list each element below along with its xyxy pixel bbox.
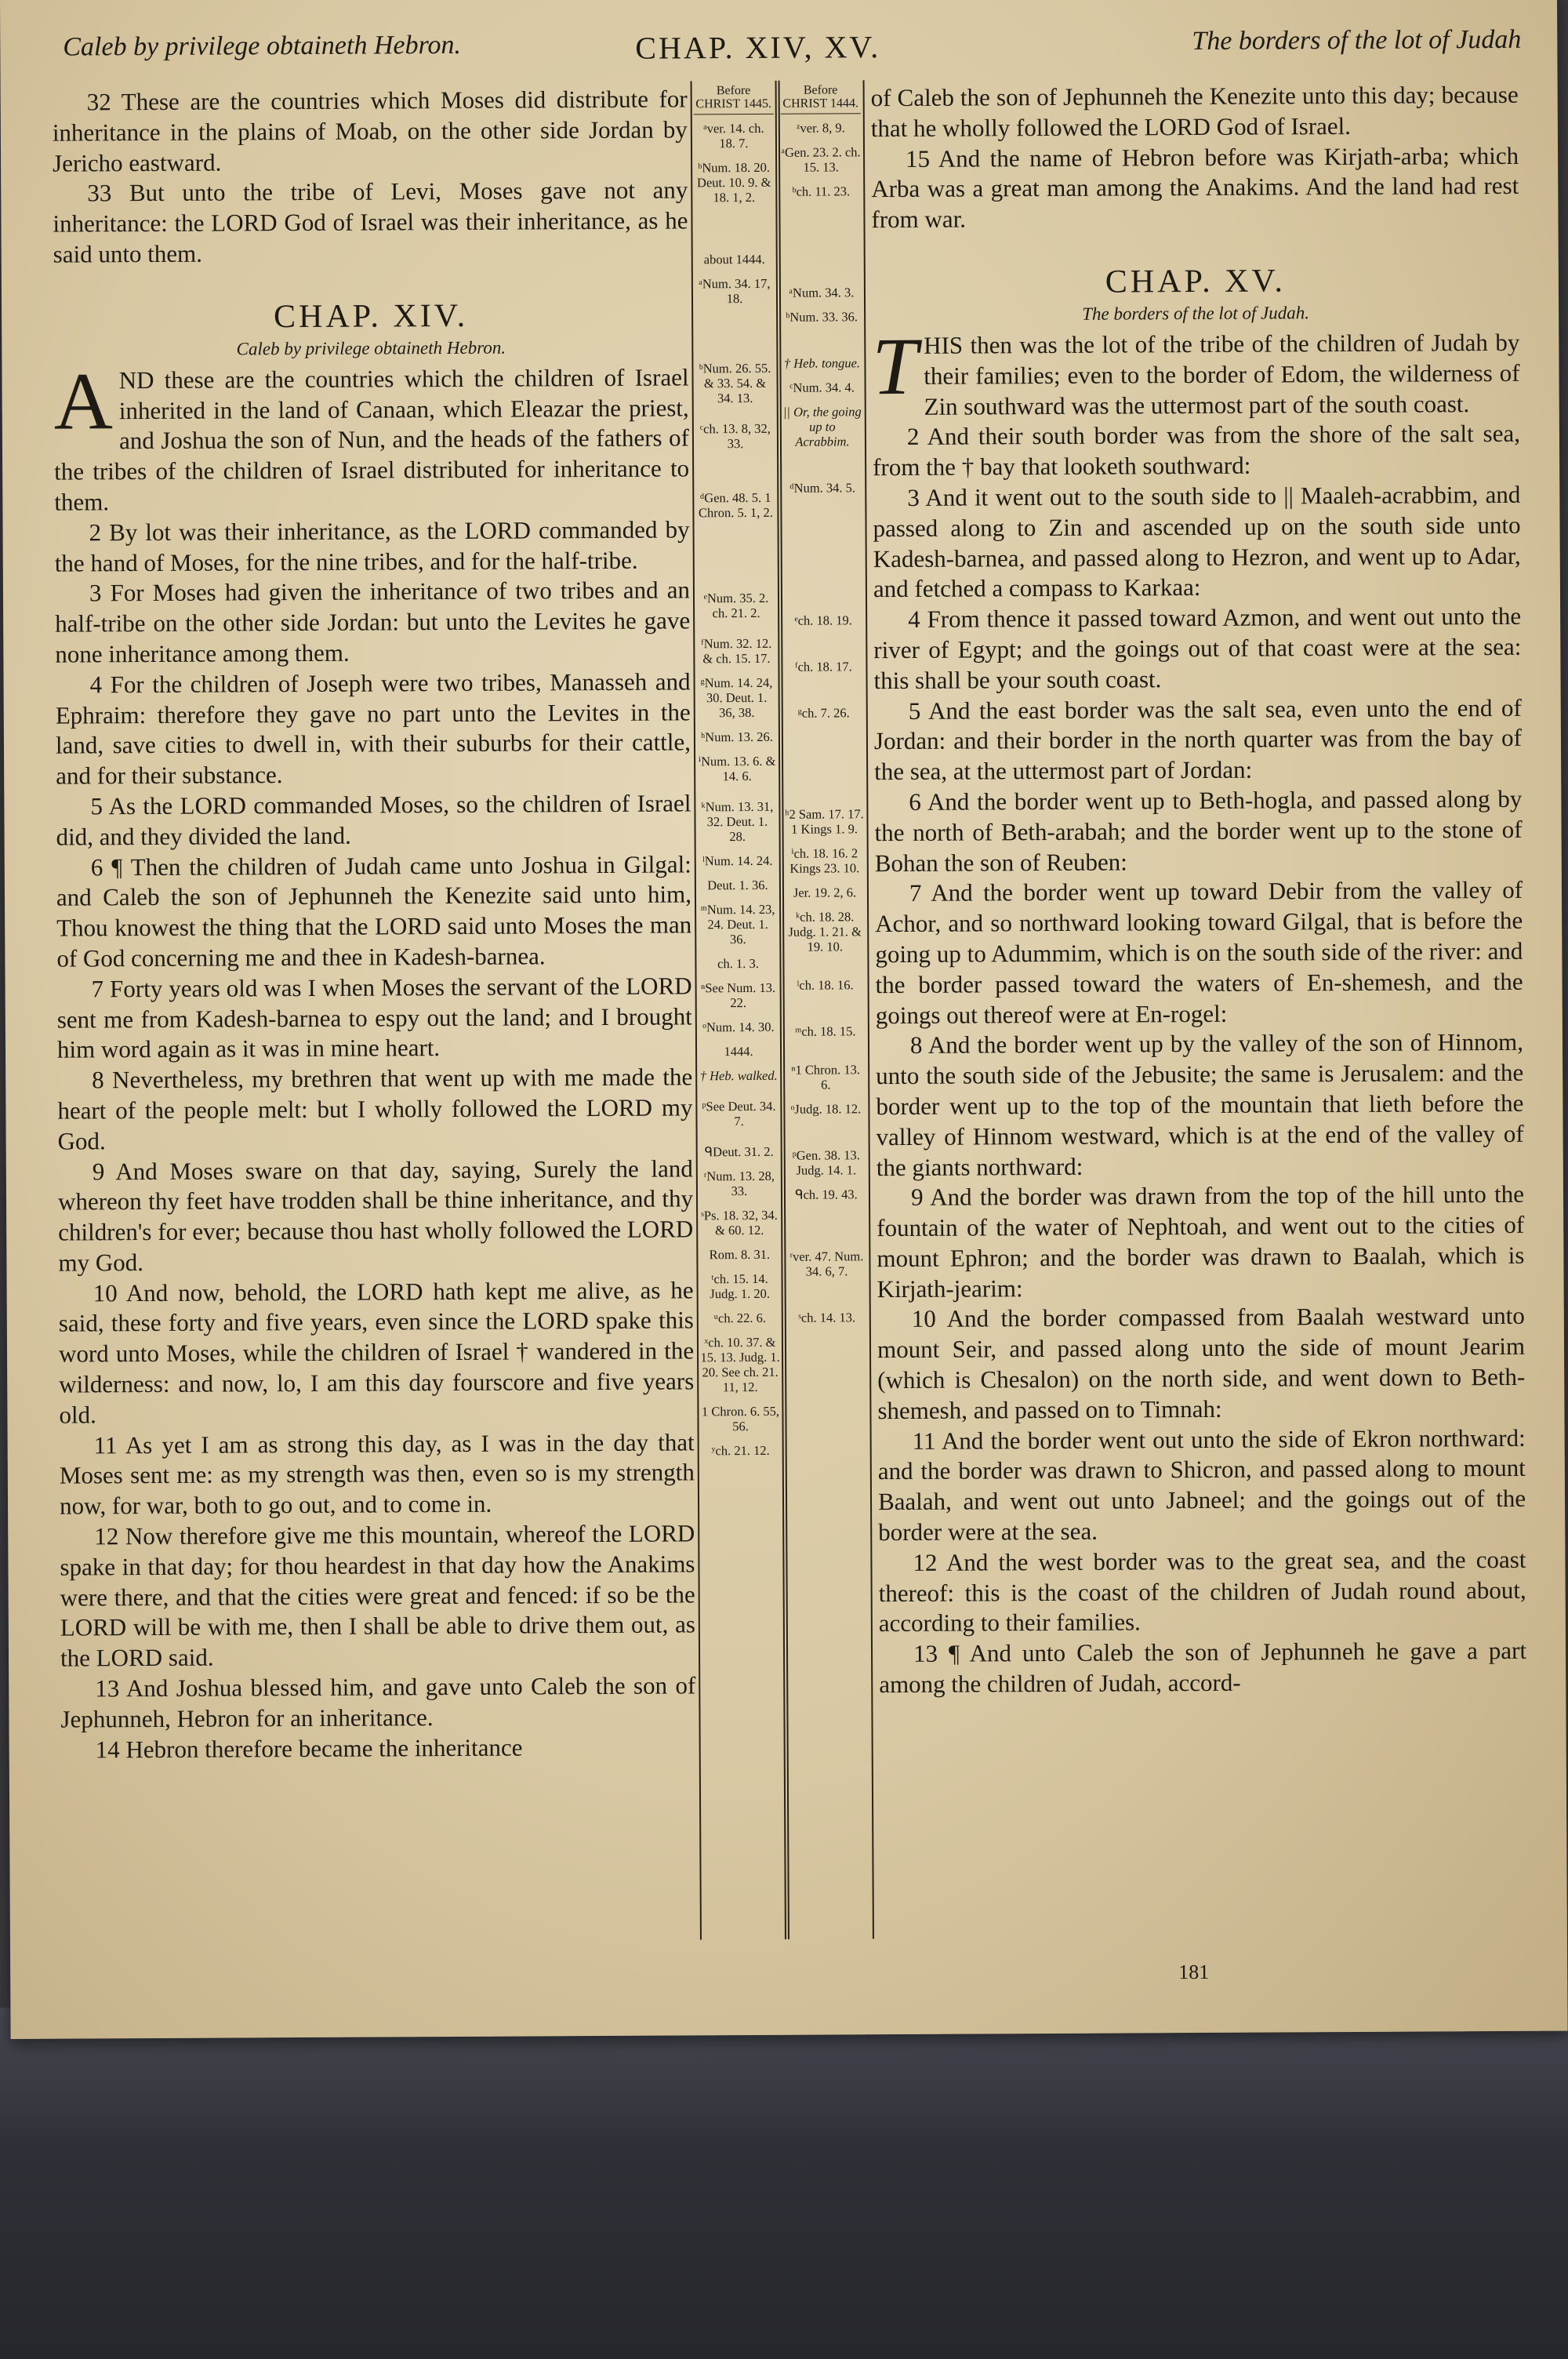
verse: 13 And Joshua blessed him, and gave unto Caleb the son of Jephunneh, Hebron for an inheritance. [60,1671,696,1733]
margin-ref: ˢPs. 18. 32, 34. & 60. 12. [701,1207,778,1238]
drop-cap: T [872,321,918,413]
margin-ref: ᶜch. 13. 8, 32, 33. [699,420,771,452]
margin-ref: ᶠNum. 32. 12. & ch. 15. 17. [701,635,772,667]
margin-ref: ᵍch. 7. 26. [797,705,850,721]
margin-ref: ᵇNum. 33. 36. [786,309,858,325]
margin-ref: ᵖSee Deut. 34. 7. [702,1098,776,1129]
verse: 7 Forty years old was I when Moses the servant of the LORD sent me from Kadesh-barnea to espy out the land; and I brought him word again as it was in mine heart. [56,972,692,1063]
margin-ref: ᵐNum. 14. 23, 24. Deut. 1. 36. [700,901,775,947]
margin-ref: ᶜNum. 34. 4. [789,380,855,395]
chapter-summary: The borders of the lot of Judah. [1082,303,1310,324]
margin-ref: ᵍNum. 14. 24, 30. Deut. 1. 36, 38. [700,674,773,721]
verse: 8 And the border went up by the valley of the son of Hinnom, unto the south side of the Jebusite; the same is Jerusalem: and the border went up to the top of the mountain that lieth before the valley of Hinnom westward, which is at the end of the valley of the giants northward: [876,1028,1524,1181]
margin-ref: ˢch. 14. 13. [798,1310,856,1325]
margin-ref: ᵒJudg. 18. 12. [790,1101,862,1117]
verse: 12 Now therefore give me this mountain, whereof the LORD spake in that day; for thou heardest in that day how the Anakims were there, and that the cities were great and fenced: if so be the LORD will be with me, then I shall be able to drive them out, as the LORD said. [60,1519,695,1672]
verse: 13 ¶ And unto Caleb the son of Jephunneh he gave a part among the children of Judah, accord- [879,1637,1527,1699]
running-head-center: CHAP. XIV, XV. [635,29,881,66]
verse: 11 As yet I am as strong this day, as I was in the day that Moses sent me: as my strength was then, even so is my strength now, for war, both to go out, and to come in. [59,1428,695,1520]
chapter-title: CHAP. XV. [1105,263,1287,300]
verse: 12 And the west border was to the great sea, and the coast thereof: this is the coast of the children of Judah round about, according to their families. [878,1545,1526,1637]
margin-ref: ⁿ1 Chron. 13. 6. [791,1062,861,1092]
margin-references-right [781,83,867,1335]
margin-ref: ᵖGen. 38. 13. Judg. 14. 1. [792,1147,860,1178]
margin-ref: || Or, the going up to Acrabbim. [782,404,862,449]
verse-1-text: HIS then was the lot of the tribe of the children of Judah by their families; even to the border of Edom, the wilderness of Zin southward was the uttermost part of the south coast. [924,328,1520,420]
margin-references-left [694,84,781,1468]
verse-1 [872,321,1520,423]
margin-ref: ᵏNum. 13. 31, 32. Deut. 1. 28. [701,798,774,845]
margin-ref: ⁱch. 18. 16. 2 Kings 23. 10. [789,845,860,876]
verse: 9 And the border was drawn from the top of the hill unto the fountain of the water of Nephtoah, and went out to the cities of mount Ephron; and the border was drawn to Baalah, which is Kirjath-jearim: [877,1180,1525,1303]
margin-ref: ʸch. 21. 12. [711,1442,770,1459]
margin-ref: ⁱNum. 13. 6. & 14. 6. [698,753,776,784]
margin-ref: ˡch. 18. 16. [797,977,854,993]
verse: 4 From thence it passed toward Azmon, and went out unto the river of Egypt; and the goings out of that coast were at the sea: this shall be your south coast. [873,602,1522,694]
margin-ref: ᵇch. 11. 23. [792,184,851,199]
margin-ref: ˣch. 10. 37. & 15. 13. Judg. 1. 20. See ch. 21. 11, 12. [700,1334,780,1395]
verse: 33 But unto the tribe of Levi, Moses gave not any inheritance: the LORD God of Israel was their inheritance, as he said unto them. [53,176,688,268]
margin-date-header: Before CHRIST 1444. [781,83,861,114]
verse: 32 These are the countries which Moses did distribute for inheritance in the plains of Moab, on the other side Jordan by Jericho eastward. [52,85,688,177]
right-text-column [871,80,1527,1700]
verse: 3 For Moses had given the inheritance of two tribes and an half-tribe on the other side Jordan: but unto the Levites he gave none inheritance among them. [55,576,691,668]
left-text-column [53,84,696,1765]
margin-ref: Jer. 19. 2, 6. [793,885,857,900]
margin-ref: † Heb. walked. [699,1067,778,1084]
margin-ref: ʰ2 Sam. 17. 17. 1 Kings 1. 9. [785,806,864,837]
margin-ref: † Heb. tongue. [783,355,861,371]
margin-ref: ᵃNum. 34. 3. [789,285,855,300]
margin-ref: ᵏch. 18. 28. Judg. 1. 21. & 19. 10. [788,909,862,954]
margin-ref: ᵘch. 22. 6. [713,1310,767,1326]
margin-ref: ᵗch. 15. 14. Judg. 1. 20. [710,1270,770,1302]
chapter-summary: Caleb by privilege obtaineth Hebron. [236,337,506,359]
verse: 5 And the east border was the salt sea, even unto the end of Jordan: and their border in the north quarter was from the bay of the sea, at the uttermost part of Jordan: [873,693,1523,786]
verse: 5 As the LORD commanded Moses, so the children of Israel did, and they divided the land. [56,789,691,851]
verse: 15 And the name of Hebron before was Kirjath-arba; which Arba was a great man among the Anakims. And the land had rest from war. [871,141,1519,234]
margin-ref: ᵉch. 18. 19. [794,612,852,628]
margin-ref: ᵐch. 18. 15. [795,1023,856,1039]
verse: 14 Hebron therefore became the inheritance [95,1733,523,1764]
drop-cap: A [53,356,114,447]
verse: 11 And the border went out unto the side of Ekron northward: and the border was drawn to Shicron, and passed along to mount Baalah, and went out unto Jabneel; and the goings out of the border were at the sea. [877,1423,1526,1547]
verse: 3 And it went out to the south side to || Maaleh-acrabbim, and passed along to Zin and ascended up on the south side unto Kadesh-barnea, and passed along to Hezron, and went up to Adar, and fetched a compass to Karkaa: [873,480,1521,603]
margin-ref: ᶻver. 8, 9. [796,120,845,136]
verse-continuation: of Caleb the son of Jephunneh the Kenezite unto this day; because that he wholly followed the LORD God of Israel. [870,80,1519,142]
verse: 2 And their south border was from the shore of the salt sea, from the † bay that looketh southward: [873,420,1521,482]
margin-ref: ᵃGen. 23. 2. ch. 15. 13. [781,144,861,175]
verse: 9 And Moses sware on that day, saying, Surely the land whereon thy feet have trodden shall be thine inheritance, and thy children's for ever; because thou hast wholly followed the LORD my God. [57,1154,694,1277]
margin-ref: ᵒNum. 14. 30. [702,1019,775,1035]
margin-ref: ˡNum. 14. 24. [702,852,773,869]
verse-1 [53,356,690,518]
margin-ref: ʳNum. 13. 28, 33. [703,1168,775,1199]
page-number: 181 [1178,1960,1210,1984]
margin-ref: ᵃNum. 34. 17, 18. [699,275,771,307]
verse: 7 And the border went up toward Debir from the valley of Achor, and so northward looking toward Gilgal, that is before the going up to Adummim, which is on the south side of the river: and the border passed toward the waters of En-shemesh, and the goings out thereof were at En-rogel: [875,876,1523,1029]
margin-ref: ᵇNum. 26. 55. & 33. 54. & 34. 13. [699,360,771,406]
margin-ref: Rom. 8. 31. [709,1246,771,1263]
running-head-right: The borders of the lot of Judah [1192,24,1522,56]
margin-ref: Deut. 1. 36. [707,877,768,893]
margin-ref: ᑫDeut. 31. 2. [704,1143,774,1160]
chapter-title: CHAP. XIV. [273,297,469,335]
margin-ref: ʰNum. 13. 26. [700,729,773,745]
margin-ref: ᵉNum. 35. 2. ch. 21. 2. [703,590,769,621]
margin-ref: ᑫch. 19. 43. [795,1187,858,1202]
margin-ref: about 1444. [703,251,765,267]
running-head-left: Caleb by privilege obtaineth Hebron. [63,30,462,62]
desk-background [0,2008,1568,2359]
margin-ref: ʳver. 47. Num. 34. 6, 7. [789,1249,864,1279]
verse: 8 Nevertheless, my brethren that went up with me made the heart of the people melt: but I wholly followed the LORD my God. [57,1063,693,1155]
margin-ref: ⁿSee Num. 13. 22. [701,980,776,1011]
verse: 10 And now, behold, the LORD hath kept me alive, as he said, these forty and five years, even since the LORD spake this word unto Moses, while the children of Israel † wandered in the wilderness: and now, lo, I am this day fourscore and five years old. [58,1276,695,1429]
verse-1-text: ND these are the countries which the children of Israel inherited in the land of Canaan, which Eleazar the priest, and Joshua the son of Nun, and the heads of the fathers of the tribes of the children of Israel distributed for inheritance to them. [54,363,690,516]
margin-ref: ᵈGen. 48. 5. 1 Chron. 5. 1, 2. [698,489,773,521]
margin-ref: ch. 1. 3. [717,955,759,972]
margin-ref: ᵃver. 14. ch. 18. 7. [703,120,764,151]
running-head [55,25,1521,78]
margin-ref: ᵈNum. 34. 5. [789,480,856,496]
verse: 6 ¶ Then the children of Judah came unto Joshua in Gilgal: and Caleb the son of Jephunneh the Kenezite said unto him, Thou knowest the thing that the LORD said unto Moses the man of God concerning me and thee in Kadesh-barnea. [56,849,692,972]
verse: 6 And the border went up to Beth-hogla, and passed along by the north of Beth-arabah; and the border went up to the stone of Bohan the son of Reuben: [874,784,1523,877]
margin-date-header: Before CHRIST 1445. [694,84,774,115]
margin-ref: ᵇNum. 18. 20. Deut. 10. 9. & 18. 1, 2. [696,159,771,205]
verse: 10 And the border compassed from Baalah westward unto mount Seir, and passed along unto the side of mount Jearim (which is Chesalon) on the north side, and went down to Beth-shemesh, and passed on to Timnah: [877,1302,1526,1425]
verse: 2 By lot was their inheritance, as the LORD commanded by the hand of Moses, for the nine tribes, and for the half-tribe. [54,515,690,577]
margin-ref: ᶠch. 18. 17. [795,659,852,674]
verse: 4 For the children of Joseph were two tribes, Manasseh and Ephraim: therefore they gave no part unto the Levites in the land, save cities to dwell in, with their suburbs for their cattle, and for their substance. [55,667,691,790]
margin-ref: 1 Chron. 6. 55, 56. [701,1403,779,1434]
margin-ref: 1444. [724,1043,753,1060]
